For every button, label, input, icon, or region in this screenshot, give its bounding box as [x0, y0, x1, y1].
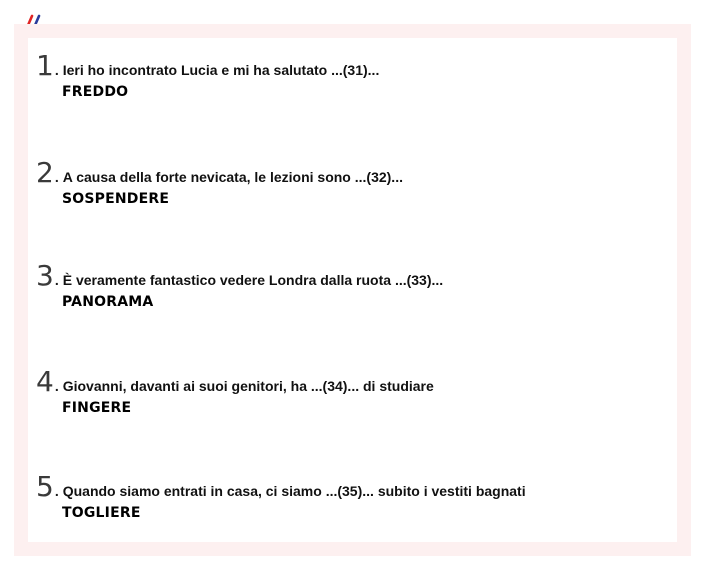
exercise-item-4	[36, 365, 656, 416]
item-keyword: SOSPENDERE	[62, 191, 170, 207]
item-number: 5	[36, 470, 54, 503]
item-dot: .	[54, 62, 59, 78]
item-sentence: Ieri ho incontrato Lucia e mi ha salutato ...(31)...	[62, 62, 380, 78]
exercise-item-5	[36, 470, 656, 521]
item-keyword: FINGERE	[62, 400, 132, 416]
item-dot: .	[54, 483, 59, 499]
item-keyword: TOGLIERE	[62, 505, 141, 521]
exercise-item-3	[36, 259, 656, 310]
exercise-item-2	[36, 156, 656, 207]
item-number: 2	[36, 156, 54, 189]
item-dot: .	[54, 378, 59, 394]
item-keyword: PANORAMA	[62, 294, 154, 310]
item-sentence: Giovanni, davanti ai suoi genitori, ha ...(34)... di studiare	[62, 378, 434, 394]
item-keyword: FREDDO	[62, 84, 129, 100]
exercise-card	[28, 38, 677, 542]
item-number: 1	[36, 49, 54, 82]
item-number: 4	[36, 365, 54, 398]
exercise-item-1	[36, 49, 656, 100]
item-dot: .	[54, 272, 59, 288]
item-dot: .	[54, 169, 59, 185]
item-sentence: È veramente fantastico vedere Londra dalla ruota ...(33)...	[62, 272, 444, 288]
item-sentence: Quando siamo entrati in casa, ci siamo ...(35)... subito i vestiti bagnati	[62, 483, 526, 499]
item-number: 3	[36, 259, 54, 292]
item-sentence: A causa della forte nevicata, le lezioni sono ...(32)...	[62, 169, 403, 185]
